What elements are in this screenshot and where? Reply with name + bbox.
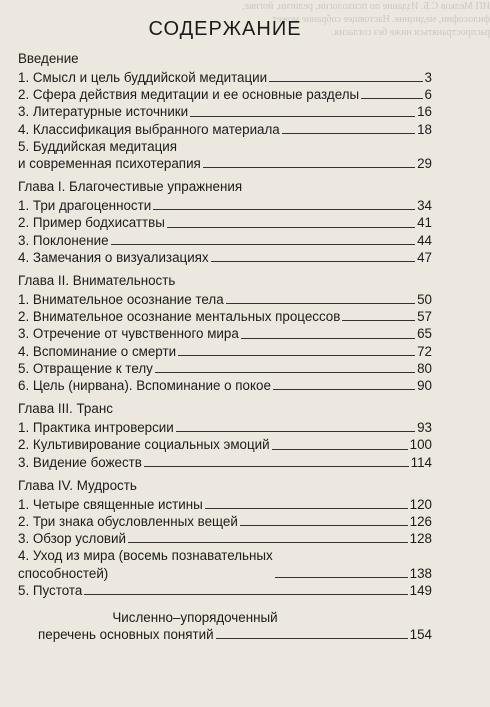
page-number: 154: [409, 627, 432, 643]
entry-title: 4. Замечания о визуализациях: [18, 249, 209, 265]
leader-dots: [275, 577, 408, 578]
toc-entry[interactable]: [18, 513, 432, 530]
toc-section: [18, 178, 432, 266]
toc-entry[interactable]: [18, 582, 432, 599]
leader-dots: [269, 81, 422, 82]
page-number: 93: [417, 420, 432, 436]
leader-dots: [240, 525, 408, 526]
leader-dots: [178, 355, 415, 356]
toc-page: [18, 18, 432, 643]
entry-title: 4. Классификация выбранного материала: [18, 121, 280, 137]
page-number: 47: [417, 249, 432, 265]
toc-entry[interactable]: [18, 360, 432, 377]
entry-title: 4. Уход из мира (восемь познавательных способностей): [18, 548, 273, 581]
entry-title: 5. Пустота: [18, 582, 83, 598]
entry-title: 1. Смысл и цель буддийской медитации: [18, 70, 268, 85]
entry-title: 3. Обзор условий: [18, 531, 127, 547]
page-number: 80: [417, 360, 432, 376]
leader-dots: [272, 449, 408, 450]
entry-title: 5. Отвращение к телу: [18, 360, 153, 376]
leader-dots: [342, 320, 415, 321]
toc-entry[interactable]: [18, 377, 432, 394]
toc-entry[interactable]: [18, 419, 432, 436]
page-number: 34: [417, 198, 432, 214]
bleed-through-text: ИП Мелков С.Б. Издание по психологии, религии, йогике, философии, медицине. Настоящее собрание может распространяться ниже без согласия.: [242, 1, 490, 38]
page-number: 44: [417, 232, 432, 248]
entry-title: 3. Литературные источники: [18, 104, 189, 120]
toc-entry[interactable]: [18, 103, 432, 120]
page-number: 16: [417, 104, 432, 120]
section-title: Введение: [18, 51, 79, 66]
toc-entry[interactable]: [18, 308, 432, 325]
closing-entry[interactable]: [18, 626, 432, 643]
leader-dots: [155, 372, 415, 373]
page-number: 100: [409, 437, 432, 453]
entry-title: 2. Три знака обусловленных вещей: [18, 514, 238, 530]
toc-entry[interactable]: [18, 343, 432, 360]
leader-dots: [144, 466, 409, 467]
section-title: Глава I. Благочестивые упражнения: [18, 179, 243, 195]
leader-dots: [211, 261, 415, 262]
page-number: 65: [417, 326, 432, 342]
page-number: 72: [417, 343, 432, 359]
page-number: 120: [409, 496, 432, 512]
section-title: Глава III. Транс: [18, 401, 113, 417]
toc-entry[interactable]: [18, 454, 432, 471]
closing-line2: перечень основных понятий: [38, 627, 214, 643]
leader-dots: [111, 244, 416, 245]
toc-entry[interactable]: [18, 436, 432, 453]
leader-dots: [203, 167, 415, 168]
leader-dots: [176, 431, 415, 432]
entry-title: 4. Вспоминание о смерти: [18, 343, 177, 359]
toc-sections: [18, 50, 432, 599]
toc-closing-entry: [18, 609, 432, 643]
leader-dots: [216, 638, 408, 639]
toc-entry[interactable]: [18, 249, 432, 266]
page-number: 6: [424, 87, 432, 103]
toc-section: [18, 272, 432, 394]
toc-entry[interactable]: [18, 214, 432, 231]
closing-line1: Численно–упорядоченный: [112, 610, 278, 626]
toc-section: [18, 477, 432, 599]
toc-entry[interactable]: [18, 86, 432, 103]
page-number: 90: [417, 378, 432, 394]
page-number: 3: [424, 70, 432, 85]
page-number: 18: [417, 121, 432, 137]
leader-dots: [84, 594, 407, 595]
page-number: 149: [409, 582, 432, 598]
leader-dots: [205, 508, 408, 509]
entry-title: 6. Цель (нирвана). Вспоминание о покое: [18, 378, 271, 394]
leader-dots: [128, 542, 408, 543]
toc-entry[interactable]: [18, 325, 432, 342]
toc-section: [18, 50, 432, 172]
page-number: 50: [417, 292, 432, 308]
entry-title: 2. Сфера действия медитации и ее основные разделы: [18, 87, 360, 103]
entry-title: 5. Буддийская медитация и современная психотерапия: [18, 138, 201, 172]
toc-entry[interactable]: [18, 197, 432, 214]
toc-entry[interactable]: [18, 121, 432, 138]
toc-entry[interactable]: [18, 496, 432, 513]
entry-title: 1. Практика интроверсии: [18, 420, 174, 436]
entry-title: 2. Пример бодхисаттвы: [18, 215, 165, 231]
leader-dots: [190, 116, 415, 117]
leader-dots: [153, 209, 415, 210]
leader-dots: [226, 303, 415, 304]
page-title: СОДЕРЖАНИЕ: [148, 18, 302, 40]
leader-dots: [241, 338, 415, 339]
entry-title: 2. Внимательное осознание ментальных процессов: [18, 309, 341, 325]
section-title: Глава II. Внимательность: [18, 273, 176, 289]
page-number: 29: [417, 156, 432, 172]
leader-dots: [167, 227, 415, 228]
toc-entry[interactable]: [18, 291, 432, 308]
leader-dots: [361, 98, 422, 99]
leader-dots: [282, 133, 415, 134]
page-number: 138: [409, 565, 432, 581]
page-number: 41: [417, 215, 432, 231]
entry-title: 1. Внимательное осознание тела: [18, 292, 224, 308]
toc-entry[interactable]: [18, 530, 432, 547]
entry-title: 3. Отречение от чувственного мира: [18, 326, 239, 342]
toc-entry[interactable]: [18, 69, 432, 86]
leader-dots: [273, 389, 415, 390]
entry-title: 1. Три драгоценности: [18, 198, 152, 214]
page-number: 126: [409, 514, 432, 530]
page-number: 114: [410, 454, 432, 470]
toc-entry[interactable]: [18, 232, 432, 249]
toc-section: [18, 400, 432, 471]
section-title: Глава IV. Мудрость: [18, 477, 137, 493]
toc-entry[interactable]: [18, 138, 432, 172]
entry-title: 1. Четыре священные истины: [18, 496, 203, 512]
entry-title: 2. Культивирование социальных эмоций: [18, 437, 270, 453]
page-number: 57: [417, 309, 432, 325]
toc-entry[interactable]: [18, 547, 432, 581]
entry-title: 3. Поклонение: [18, 232, 109, 248]
entry-title: 3. Видение божеств: [18, 454, 142, 470]
page-number: 128: [409, 531, 432, 547]
